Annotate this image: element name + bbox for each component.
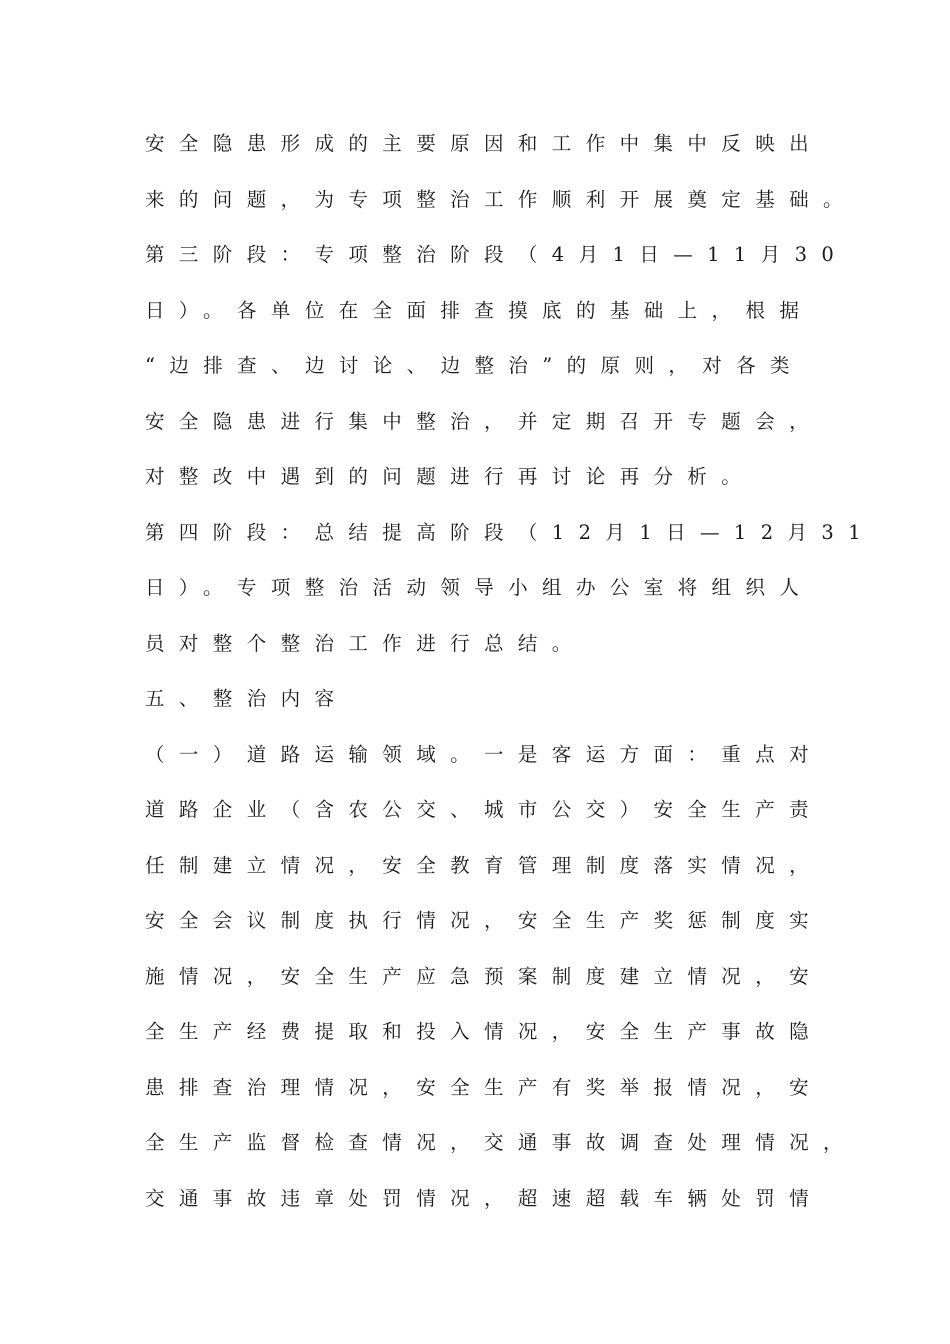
text-line: 交通事故违章处罚情况，超速超载车辆处罚情	[145, 1186, 824, 1210]
text-line: 全生产监督检查情况，交通事故调查处理情况，	[145, 1131, 857, 1154]
text-line: 安全会议制度执行情况，安全生产奖惩制度实	[145, 909, 824, 932]
text-line: 第三阶段：专项整治阶段（4月1日—11月30	[145, 243, 849, 266]
text-line: （一）道路运输领域。一是客运方面：重点对	[145, 742, 824, 766]
text-line: 患排查治理情况，安全生产有奖举报情况，安	[145, 1075, 824, 1099]
text-line: 任制建立情况，安全教育管理制度落实情况，	[145, 853, 824, 877]
text-line: 安全隐患形成的主要原因和工作中集中反映出	[145, 132, 824, 155]
text-line: 日）。各单位在全面排查摸底的基础上，根据	[145, 298, 814, 322]
body-text	[145, 125, 876, 1235]
text-line: 全生产经费提取和投入情况，安全生产事故隐	[145, 1020, 824, 1043]
text-line: 对整改中遇到的问题进行再讨论再分析。	[145, 465, 756, 488]
text-line: “边排查、边讨论、边整治”的原则，对各类	[145, 354, 804, 377]
text-line: 安全隐患进行集中整治，并定期召开专题会，	[145, 409, 824, 433]
text-line: 员对整个整治工作进行总结。	[145, 631, 586, 655]
section-heading: 五、整治内容	[145, 687, 349, 710]
text-line: 日）。专项整治活动领导小组办公室将组织人	[145, 576, 814, 599]
text-line: 第四阶段：总结提高阶段（12月1日—12月31	[145, 520, 876, 544]
text-line: 施情况，安全生产应急预案制度建立情况，安	[145, 964, 824, 988]
text-line: 道路企业（含农公交、城市公交）安全生产责	[145, 798, 824, 821]
text-line: 来的问题，为专项整治工作顺利开展奠定基础。	[145, 187, 857, 211]
